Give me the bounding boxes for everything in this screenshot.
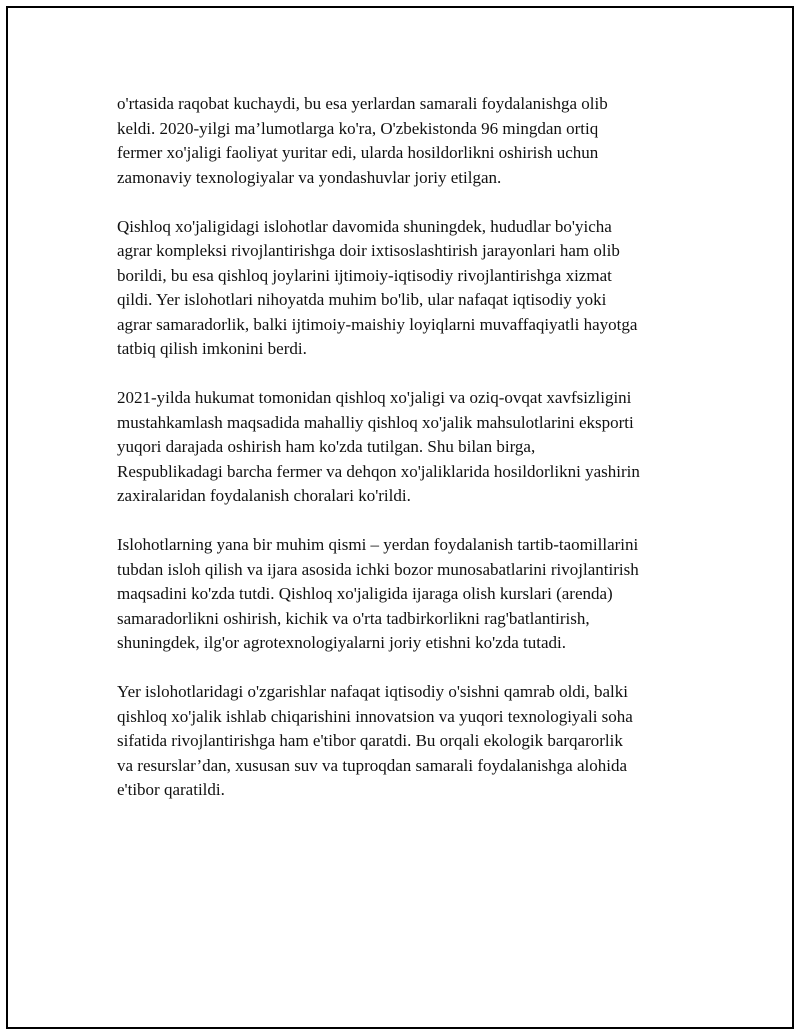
document-body	[117, 92, 697, 827]
paragraph-1: o'rtasida raqobat kuchaydi, bu esa yerlardan samarali foydalanishga olib keldi. 2020-yilgi ma’lumotlarga ko'ra, O'zbekistonda 96 mingdan ortiq fermer xo'jaligi faoliyat yuritar edi, ularda hosildorlikni oshirish uchun zamonaviy texnologiyalar va yondashuvlar joriy etilgan.	[117, 94, 608, 187]
paragraph-5: Yer islohotlaridagi o'zgarishlar nafaqat iqtisodiy o'sishni qamrab oldi, balki qishloq xo'jalik ishlab chiqarishini innovatsion va yuqori texnologiyali soha sifatida rivojlantirishga ham e'tibor qaratdi. Bu orqali ekologik barqarorlik va resurslar’dan, xususan suv va tuproqdan samarali foydalanishga alohida e'tibor qaratildi.	[117, 682, 633, 799]
paragraph-2: Qishloq xo'jaligidagi islohotlar davomida shuningdek, hududlar bo'yicha agrar kompleksi rivojlantirishga doir ixtisoslashtirish jarayonlari ham olib borildi, bu esa qishloq joylarini ijtimoiy-iqtisodiy rivojlantirishga xizmat qildi. Yer islohotlari nihoyatda muhim bo'lib, ular nafaqat iqtisodiy yoki agrar samaradorlik, balki ijtimoiy-maishiy loyiqlarni muvaffaqiyatli hayotga tatbiq qilish imkonini berdi.	[117, 216, 638, 358]
paragraph-3: 2021-yilda hukumat tomonidan qishloq xo'jaligi va oziq-ovqat xavfsizligini mustahkamlash maqsadida mahalliy qishloq xo'jalik mahsulotlarini eksporti yuqori darajada oshirish ham ko'zda tutilgan. Shu bilan birga, Respublikadagi barcha fermer va dehqon xo'jaliklarida hosildorlikni yashirin zaxiralaridan foydalanish choralari ko'rildi.	[117, 388, 640, 505]
paragraph-4: Islohotlarning yana bir muhim qismi – yerdan foydalanish tartib-taomillarini tubdan isloh qilish va ijara asosida ichki bozor munosabatlarini rivojlantirish maqsadini ko'zda tutdi. Qishloq xo'jaligida ijaraga olish kurslari (arenda) samaradorlikni oshirish, kichik va o'rta tadbirkorlikni rag'batlantirish, shuningdek, ilg'or agrotexnologiyalarni joriy etishni ko'zda tutadi.	[117, 535, 639, 652]
